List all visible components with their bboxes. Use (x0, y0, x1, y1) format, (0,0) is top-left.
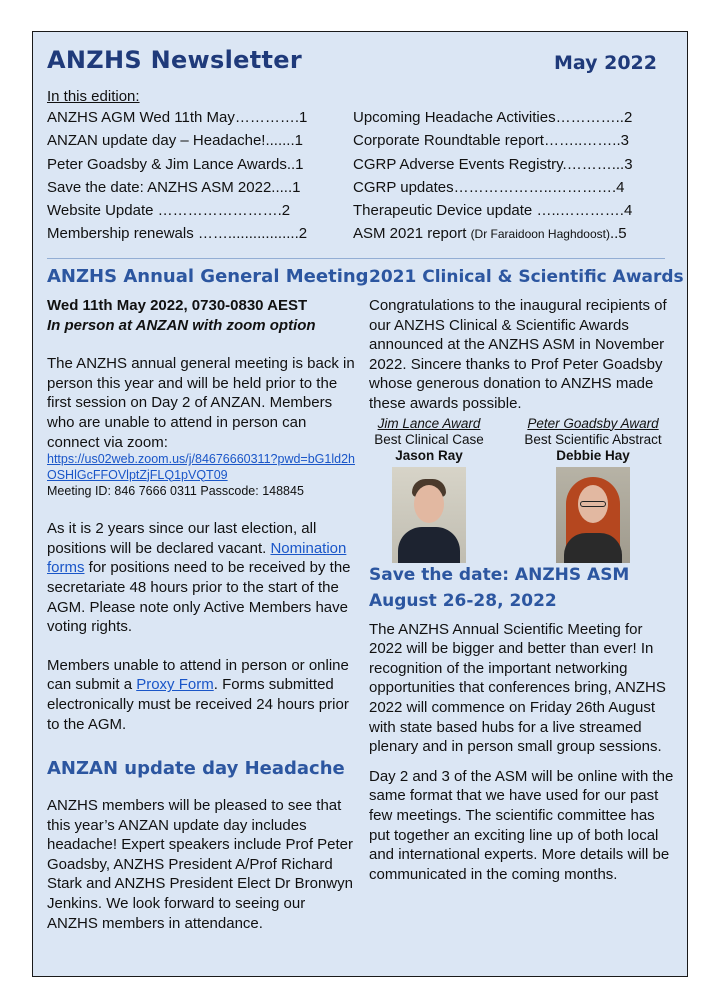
recipient-photo (392, 467, 466, 563)
nomination-forms-link[interactable]: Nomination forms (47, 539, 347, 577)
asm-dates: August 26-28, 2022 (369, 590, 557, 611)
toc-item[interactable]: Upcoming Headache Activities…………..2 (353, 109, 633, 126)
agm-where: In person at ANZAN with zoom option (47, 316, 316, 334)
toc-left-column (47, 106, 337, 246)
paragraph-text: Members unable to attend in person or online can submit a (47, 656, 349, 694)
meeting-details: Meeting ID: 846 7666 0311 Passcode: 148845 (47, 484, 304, 499)
paragraph-text: . Forms submitted electronically must be received 24 hours prior to the AGM. (47, 676, 349, 733)
award-recipient: Debbie Hay (556, 447, 630, 463)
asm-heading: Save the date: ANZHS ASM (369, 564, 630, 585)
agm-when: Wed 11th May 2022, 0730-0830 AEST (47, 297, 308, 314)
paragraph-text: As it is 2 years since our last election, all positions will be declared vacant. (47, 520, 317, 557)
peter-goadsby-award (513, 416, 673, 563)
award-category: Best Scientific Abstract (524, 431, 662, 447)
toc-item[interactable]: Therapeutic Device update …..………….4 (353, 202, 633, 220)
toc-item-text: ASM 2021 report (353, 225, 471, 243)
toc-item-page: ..5 (609, 225, 627, 243)
jim-lance-award (369, 416, 489, 563)
left-column (47, 264, 369, 933)
newsletter-date: May 2022 (553, 52, 657, 74)
toc-right-column (353, 106, 683, 247)
toc-item[interactable]: CGRP Adverse Events Registry.………...3 (353, 155, 633, 173)
agm-heading: ANZHS Annual General Meeting (47, 266, 369, 287)
newsletter-page (32, 31, 688, 977)
award-name: Peter Goadsby Award (527, 415, 659, 431)
agm-proxy-paragraph (47, 656, 355, 734)
toc-item-asm-report[interactable] (353, 222, 683, 246)
asm-paragraph: The ANZHS Annual Scientific Meeting for 2022 will be bigger and better than ever! In recognition of the important networking opportunities that conferences bring, ANZHS 2022 will commence on Friday 26th August with state based hubs for a live streamed plenary and in person small group sessions. (369, 620, 666, 756)
toc-item[interactable]: ANZHS AGM Wed 11th May………….1 (47, 109, 308, 126)
toc-item[interactable]: ANZAN update day – Headache!.......1 (47, 132, 303, 150)
anzan-paragraph: ANZHS members will be pleased to see that this year’s ANZAN update day includes headache! Expert speakers include Prof Peter Goadsby, ANZHS President A/Prof Richard Stark and ANZHS President Elect Dr Bronwyn Jenkins. We look forward to seeing our ANZHS members in attendance. (47, 797, 354, 932)
section-divider (47, 258, 665, 259)
awards-block (369, 416, 679, 562)
toc-item[interactable]: Save the date: ANZHS ASM 2022.....1 (47, 178, 301, 196)
toc-item-note: (Dr Faraidoon Haghdoost) (470, 227, 610, 242)
agm-paragraph: The ANZHS annual general meeting is back in person this year and will be held prior to the first session on Day 2 of ANZAN. Members who are unable to attend in person can connect via zoom: (47, 355, 355, 451)
proxy-form-link[interactable]: Proxy Form (136, 676, 214, 694)
awards-heading: 2021 Clinical & Scientific Awards (369, 267, 684, 287)
award-recipient: Jason Ray (395, 447, 463, 463)
toc-heading: In this edition: (47, 88, 140, 105)
agm-nomination-paragraph (47, 519, 355, 637)
award-name: Jim Lance Award (377, 415, 481, 431)
paragraph-text: for positions need to be received by the secretariate 48 hours prior to the start of the AGM. Please note only Active Members have voting rights. (47, 559, 351, 636)
right-column (369, 264, 684, 884)
toc-item[interactable]: Peter Goadsby & Jim Lance Awards..1 (47, 155, 304, 173)
toc-item[interactable]: Membership renewals …….................2 (47, 225, 308, 243)
award-category: Best Clinical Case (374, 431, 484, 447)
toc-item[interactable]: Corporate Roundtable report……..……..3 (353, 132, 629, 150)
anzan-heading: ANZAN update day Headache (47, 758, 345, 780)
zoom-link[interactable]: https://us02web.zoom.us/j/84676660311?pwd=bG1ld2hOSHlGcFFOVlptZjFLQ1pVQT09 (47, 452, 355, 482)
toc-item[interactable]: Website Update …………………….2 (47, 202, 291, 220)
awards-paragraph: Congratulations to the inaugural recipients of our ANZHS Clinical & Scientific Awards announced at the ANZHS ASM in November 2022. Sincere thanks to Prof Peter Goadsby whose generous donation to ANZHS made these awards possible. (369, 297, 667, 412)
toc-item[interactable]: CGRP updates………………..………….4 (353, 178, 625, 196)
newsletter-title: ANZHS Newsletter (47, 46, 302, 74)
asm-paragraph-online: Day 2 and 3 of the ASM will be online with the same format that we have used for our past few meetings. The scientific committee has put together an exciting line up of both local and international experts. More details will be communicated in the coming months. (369, 767, 674, 883)
recipient-photo (556, 467, 630, 563)
